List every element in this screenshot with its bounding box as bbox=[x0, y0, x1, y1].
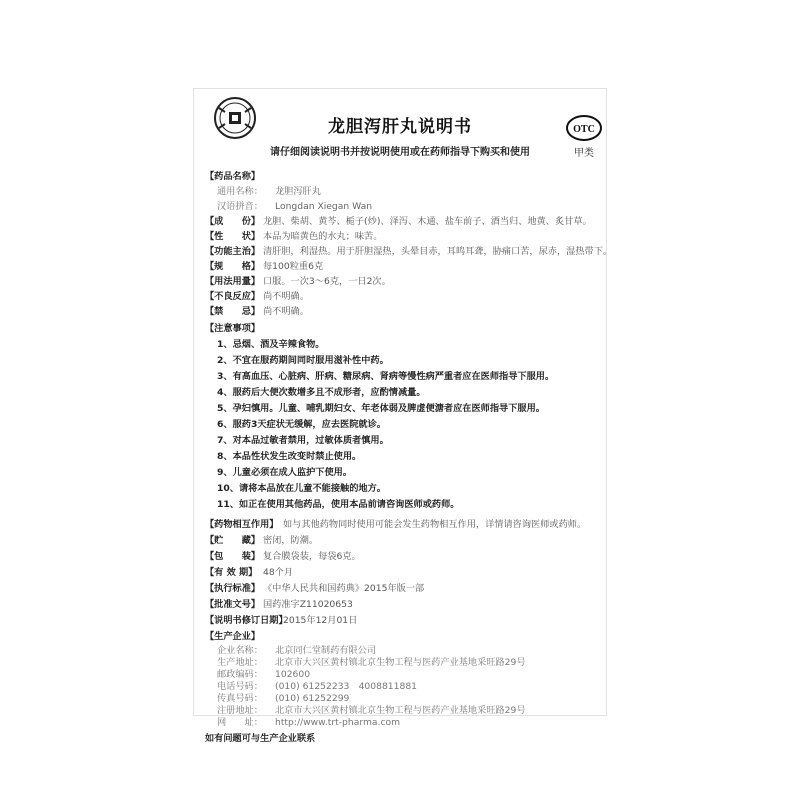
tongrentang-logo-icon bbox=[213, 96, 257, 140]
manufacturer-row: 注册地址： 北京市大兴区黄村镇北京生物工程与医药产业基地采旺路29号 bbox=[217, 705, 526, 716]
precaution-item: 11、如正在使用其他药品，使用本品前请咨询医师或药师。 bbox=[217, 499, 460, 510]
precaution-item: 2、不宜在服药期间同时服用滋补性中药。 bbox=[217, 355, 389, 366]
page-title: 龙胆泻肝丸说明书 bbox=[328, 117, 472, 137]
contact-note: 如有问题可与生产企业联系 bbox=[205, 733, 316, 744]
manufacturer-row: 企业名称： 北京同仁堂制药有限公司 bbox=[217, 645, 377, 656]
manufacturer-row: 电话号码： (010) 61252233 4008811881 bbox=[217, 681, 418, 692]
usage-row: 【用法用量】 口服。一次3～6克，一日2次。 bbox=[205, 276, 391, 287]
storage-row: 【贮 藏】 密闭，防潮。 bbox=[205, 535, 319, 546]
precaution-item: 8、本品性状发生改变时禁止使用。 bbox=[217, 451, 362, 462]
standard-row: 【执行标准】 《中华人民共和国药典》2015年版一部 bbox=[205, 583, 425, 594]
otc-badge bbox=[566, 114, 602, 159]
otc-oval-icon bbox=[566, 114, 602, 142]
ingredients-row: 【成 份】 龙胆、柴胡、黄芩、栀子(炒)、泽泻、木通、盐车前子、酒当归、地黄、炙甘草。 bbox=[205, 216, 592, 227]
precaution-item: 9、儿童必须在成人监护下使用。 bbox=[217, 467, 353, 478]
manufacturer-heading: 【生产企业】 bbox=[205, 631, 261, 642]
contra-row: 【禁 忌】 尚不明确。 bbox=[205, 306, 309, 317]
manufacturer-row: 邮政编码： 102600 bbox=[217, 669, 311, 680]
precaution-item: 5、孕妇慎用。儿童、哺乳期妇女、年老体弱及脾虚便溏者应在医师指导下服用。 bbox=[217, 403, 545, 414]
common-name-row: 通用名称： 龙胆泻肝丸 bbox=[217, 186, 321, 197]
subtitle: 请仔细阅读说明书并按说明使用或在药师指导下购买和使用 bbox=[270, 147, 530, 158]
revision-row: 【说明书修订日期】2015年12月01日 bbox=[205, 615, 358, 626]
precaution-item: 3、有高血压、心脏病、肝病、糖尿病、肾病等慢性病严重者应在医师指导下服用。 bbox=[217, 371, 555, 382]
manufacturer-row: 传真号码： (010) 61252299 bbox=[217, 693, 350, 704]
precaution-item: 6、服药3天症状无缓解，应去医院就诊。 bbox=[217, 419, 386, 430]
precautions-heading: 【注意事项】 bbox=[205, 323, 261, 334]
validity-row: 【有 效 期】 48个月 bbox=[205, 567, 294, 578]
precaution-item: 4、服药后大便次数增多且不成形者，应酌情减量。 bbox=[217, 387, 426, 398]
spec-row: 【规 格】 每100粒重6克 bbox=[205, 261, 324, 272]
interaction-row: 【药物相互作用】 如与其他药物同时使用可能会发生药物相互作用，详情请咨询医师或药师。 bbox=[205, 519, 587, 530]
manufacturer-row: 生产地址： 北京市大兴区黄村镇北京生物工程与医药产业基地采旺路29号 bbox=[217, 657, 526, 668]
manufacturer-row: 网 址： http://www.trt-pharma.com bbox=[217, 717, 401, 728]
indications-row: 【功能主治】 清肝胆，利湿热。用于肝胆湿热，头晕目赤，耳鸣耳聋，胁痛口苦，尿赤，湿热带下。 bbox=[205, 246, 613, 257]
precaution-item: 7、对本品过敏者禁用，过敏体质者慎用。 bbox=[217, 435, 389, 446]
drug-name-heading: 【药品名称】 bbox=[205, 171, 261, 182]
adverse-row: 【不良反应】 尚不明确。 bbox=[205, 291, 309, 302]
pinyin-row: 汉语拼音： Longdan Xiegan Wan bbox=[217, 201, 373, 212]
character-row: 【性 状】 本品为暗黄色的水丸；味苦。 bbox=[205, 231, 383, 242]
otc-class-label: 甲类 bbox=[574, 148, 594, 159]
precaution-item: 1、忌烟、酒及辛辣食物。 bbox=[217, 339, 325, 350]
precaution-item: 10、请将本品放在儿童不能接触的地方。 bbox=[217, 483, 386, 494]
svg-text:OTC: OTC bbox=[573, 124, 595, 135]
approval-row: 【批准文号】 国药准字Z11020653 bbox=[205, 599, 353, 610]
package-row: 【包 装】 复合膜袋装，每袋6克。 bbox=[205, 551, 361, 562]
